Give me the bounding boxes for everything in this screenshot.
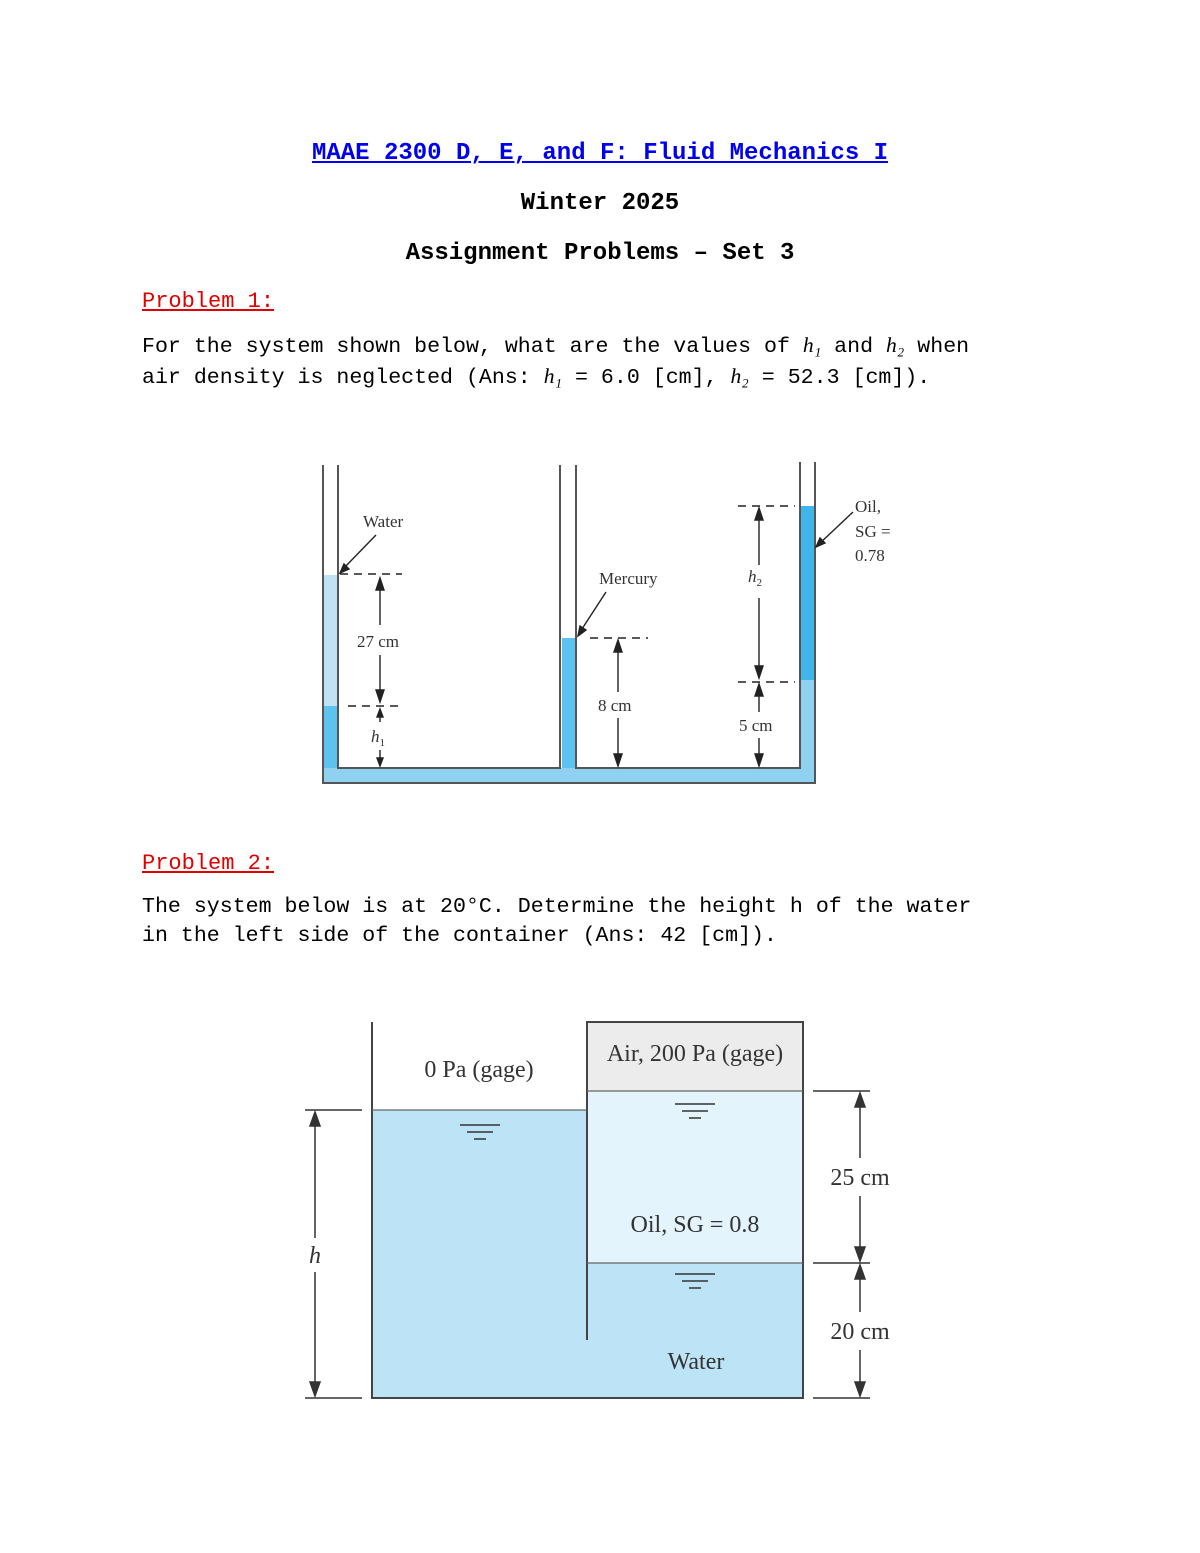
assignment-set-heading: Assignment Problems – Set 3 — [405, 240, 795, 267]
term-heading: Winter 2025 — [520, 190, 680, 217]
air-label: Air, 200 Pa (gage) — [606, 1041, 784, 1067]
h2-symbol: h₂ — [886, 333, 905, 357]
water-label: Water — [667, 1349, 725, 1375]
p1-text-part: when — [904, 335, 970, 359]
left-water-region — [372, 1110, 587, 1398]
p1-text-part: and — [821, 335, 886, 359]
oil-label-line2: SG = — [855, 522, 891, 541]
document-title: MAAE 2300 D, E, and F: Fluid Mechanics I — [311, 140, 889, 167]
p2-line-2: in the left side of the container (Ans: 42 [cm]). — [142, 924, 777, 948]
problem-1-heading: Problem 1: — [142, 289, 275, 314]
dim-20cm-label: 20 cm — [830, 1319, 890, 1345]
p1-text-part: For the system shown below, what are the values of — [142, 335, 803, 359]
p1-text-part: = 52.3 [cm]). — [748, 366, 931, 390]
p1-text-part: = 6.0 [cm], — [562, 366, 731, 390]
oil-label-line1: Oil, — [855, 497, 881, 516]
h1-symbol: h₁ — [802, 333, 822, 357]
dim-25cm-label: 25 cm — [830, 1165, 890, 1191]
h1-symbol: h₁ — [543, 364, 563, 388]
h2-symbol: h₂ — [730, 364, 749, 388]
mercury-label: Mercury — [599, 569, 658, 588]
dim-8cm-label: 8 cm — [598, 696, 632, 715]
p2-line-1: The system below is at 20°C. Determine the height h of the water — [142, 895, 972, 919]
left-pressure-label: 0 Pa (gage) — [424, 1057, 534, 1083]
oil-label-line3: 0.78 — [855, 546, 885, 565]
h-label: h — [309, 1243, 321, 1269]
problem-2-heading: Problem 2: — [142, 851, 275, 876]
water-label: Water — [363, 512, 404, 531]
h1-letter: h — [371, 727, 380, 746]
bottom-water-region — [587, 1263, 803, 1398]
h2-letter: h — [748, 567, 757, 586]
h1-subscript: 1 — [379, 737, 385, 749]
p1-text-part: air density is neglected (Ans: — [142, 366, 544, 390]
oil-label: Oil, SG = 0.8 — [630, 1212, 760, 1238]
dim-27cm-label: 27 cm — [357, 632, 400, 651]
h2-subscript: 2 — [756, 577, 762, 589]
dim-5cm-label: 5 cm — [739, 716, 773, 735]
